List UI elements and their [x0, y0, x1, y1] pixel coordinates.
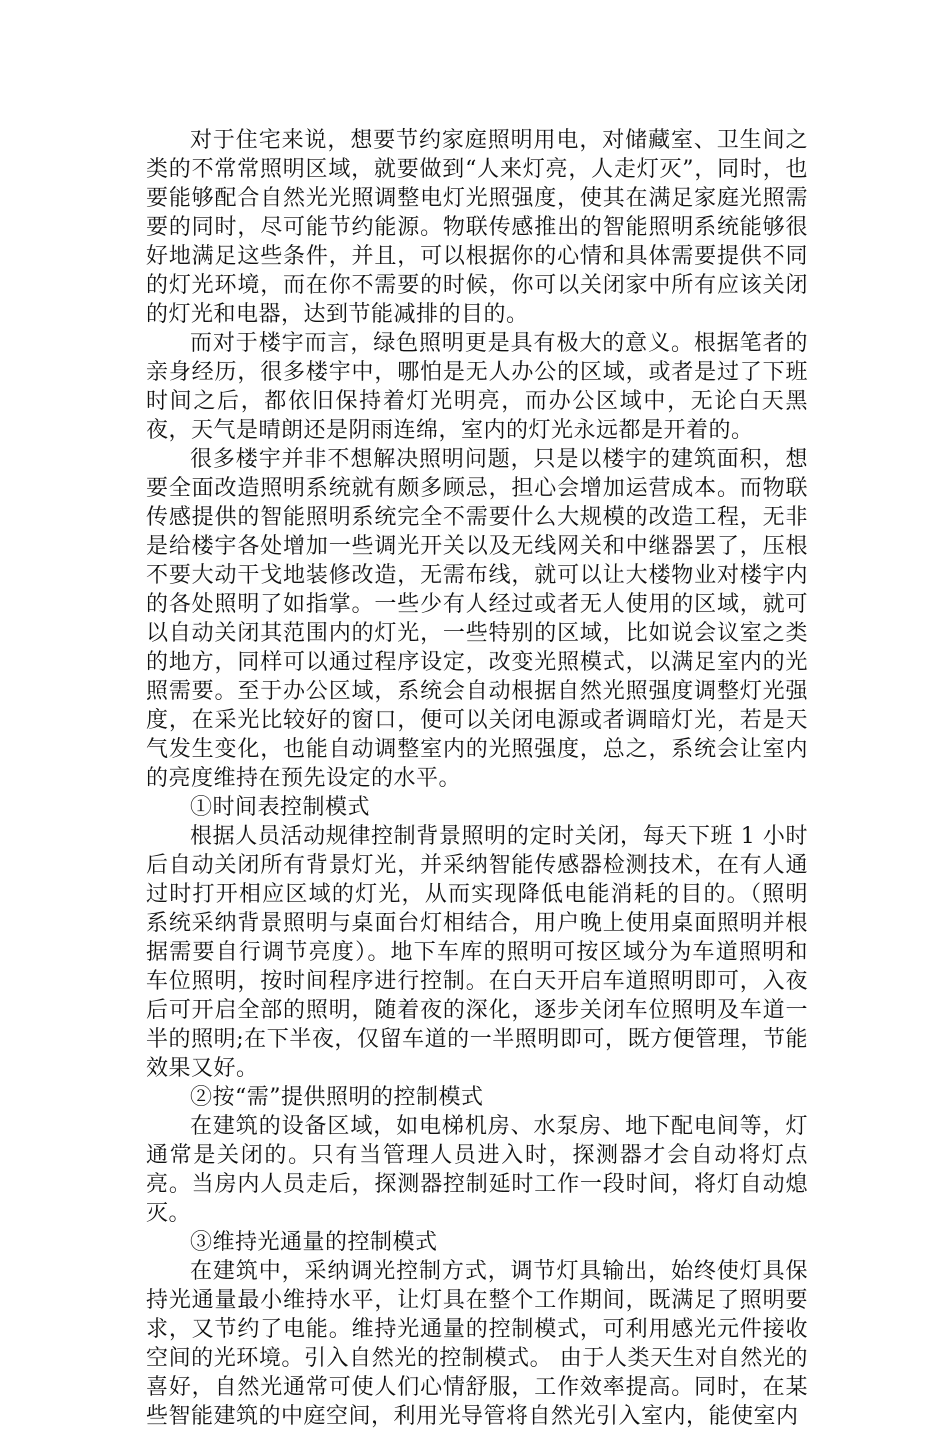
heading-schedule-mode: ①时间表控制模式	[190, 795, 371, 820]
heading-luminous-flux-mode: ③维持光通量的控制模式	[190, 1230, 438, 1255]
paragraph-luminous-flux-mode: 在建筑中，采纳调光控制方式，调节灯具输出，始终使灯具保持光通量最小维持水平，让灯具在整个工作期间，既满足了照明要求，又节约了电能。维持光通量的控制模式，可利用感光元件接收空间的光环境。引入自然光的控制模式。 由于人类天生对自然光的喜好，自然光通常可使人们心情舒服，工作效率提高。同时，在某些智能建筑的中庭空间，利用光导管将自然光引入室内，能使室内	[146, 1259, 808, 1429]
paragraph-retrofit: 很多楼宇并非不想解决照明问题，只是以楼宇的建筑面积，想要全面改造照明系统就有颇多顾忌，担心会增加运营成本。而物联传感提供的智能照明系统完全不需要什么大规模的改造工程，无非是给楼宇各处增加一些调光开关以及无线网关和中继器罢了，压根不要大动干戈地装修改造，无需布线，就可以让大楼物业对楼宇内的各处照明了如指掌。一些少有人经过或者无人使用的区域，就可以自动关闭其范围内的灯光，一些特别的区域，比如说会议室之类的地方，同样可以通过程序设定，改变光照模式，以满足室内的光照需要。至于办公区域，系统会自动根据自然光照强度调整灯光强度，在采光比较好的窗口，便可以关闭电源或者调暗灯光，若是天气发生变化，也能自动调整室内的光照强度，总之，系统会让室内的亮度维持在预先设定的水平。	[146, 447, 808, 791]
heading-on-demand-mode: ②按“需”提供照明的控制模式	[190, 1085, 484, 1110]
document-body	[146, 126, 808, 1431]
paragraph-schedule-mode: 根据人员活动规律控制背景照明的定时关闭，每天下班 1 小时后自动关闭所有背景灯光，并采纳智能传感器检测技术，在有人通过时打开相应区域的灯光，从而实现降低电能消耗的目的。（照明系统采纳背景照明与桌面台灯相结合，用户晚上使用桌面照明并根据需要自行调节亮度）。地下车库的照明可按区域分为车道照明和车位照明，按时间程序进行控制。在白天开启车道照明即可，入夜后可开启全部的照明，随着夜的深化，逐步关闭车位照明及车道一半的照明;在下半夜，仅留车道的一半照明即可，既方便管理，节能效果又好。	[146, 824, 808, 1081]
paragraph-buildings: 而对于楼宇而言，绿色照明更是具有极大的意义。根据笔者的亲身经历，很多楼宇中，哪怕是无人办公的区域，或者是过了下班时间之后，都依旧保持着灯光明亮，而办公区域中，无论白天黑夜，天气是晴朗还是阴雨连绵，室内的灯光永远都是开着的。	[146, 331, 808, 443]
paragraph-residential: 对于住宅来说，想要节约家庭照明用电，对储藏室、卫生间之类的不常常照明区域，就要做到“人来灯亮，人走灯灭”，同时，也要能够配合自然光光照调整电灯光照强度，使其在满足家庭光照需要的同时，尽可能节约能源。物联传感推出的智能照明系统能够很好地满足这些条件，并且，可以根据你的心情和具体需要提供不同的灯光环境，而在你不需要的时候，你可以关闭家中所有应该关闭的灯光和电器，达到节能减排的目的。	[146, 128, 808, 327]
paragraph-on-demand-mode: 在建筑的设备区域，如电梯机房、水泵房、地下配电间等，灯通常是关闭的。只有当管理人员进入时，探测器才会自动将灯点亮。当房内人员走后，探测器控制延时工作一段时间，将灯自动熄灭。	[146, 1114, 808, 1226]
